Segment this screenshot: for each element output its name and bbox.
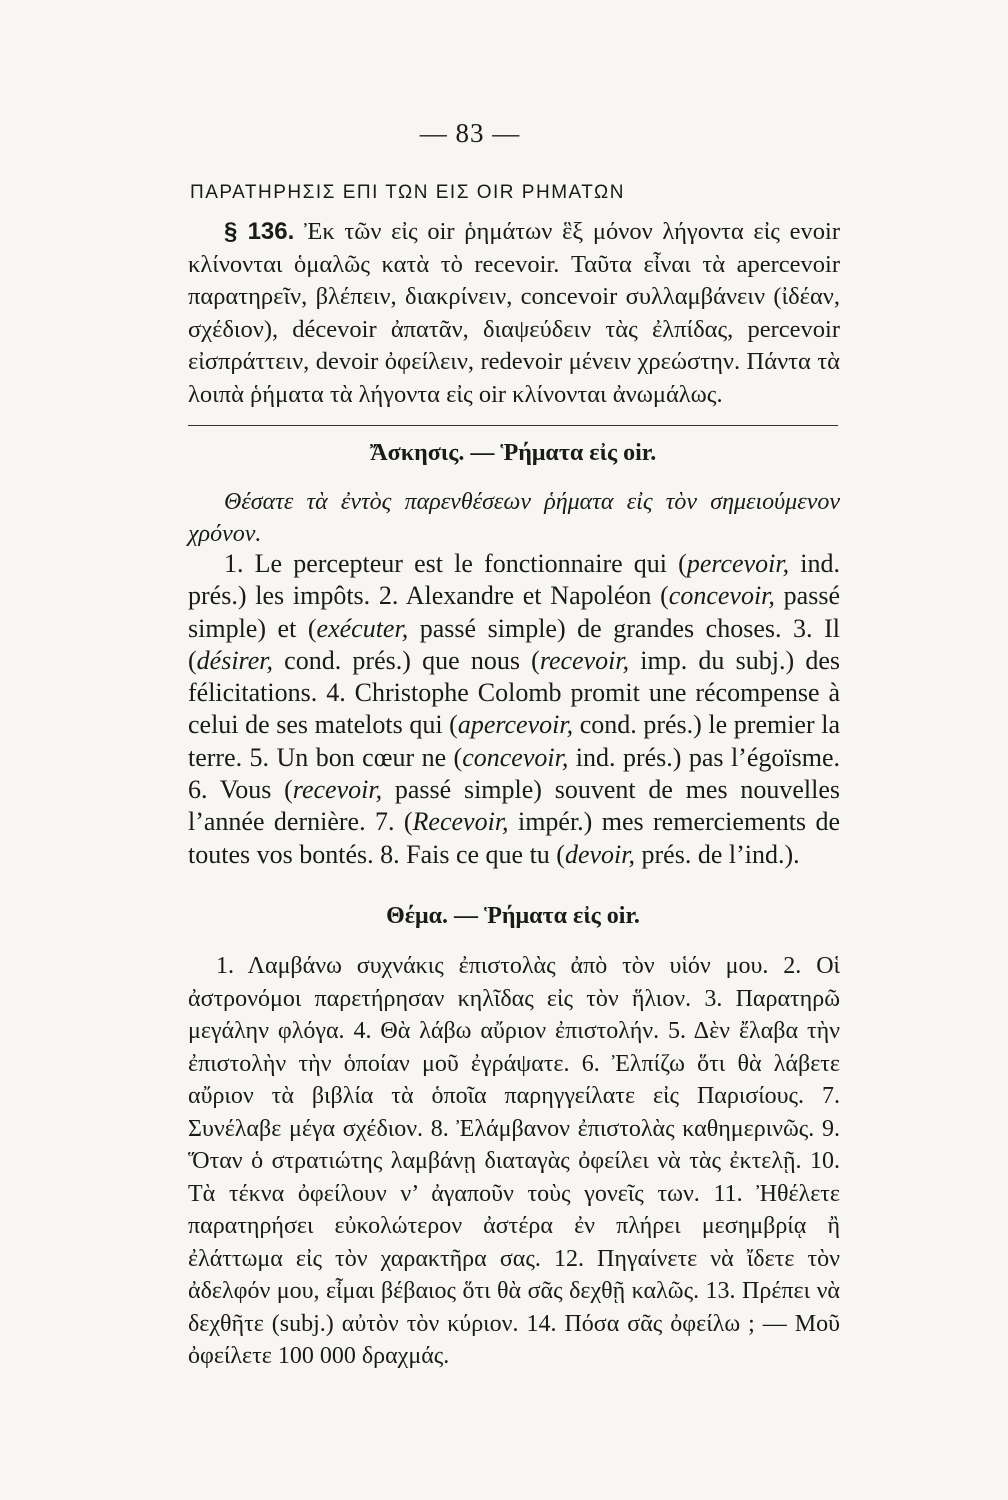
exercise-run: imp. du subj.) des félicitations. 4. Christophe Colomb promit une récompense à celui de ses matelots qui (	[188, 645, 840, 740]
verb-italic: percevoir,	[686, 549, 790, 578]
divider	[188, 425, 838, 426]
verb-italic: désirer,	[196, 645, 273, 675]
exercise-run: 1. Le percepteur est le fonctionnaire qui (	[224, 549, 687, 578]
verb-italic: Recevoir,	[412, 807, 509, 837]
exercise-instruction	[188, 486, 840, 550]
exercise-run: cond. prés.) le premier la terre. 5. Un bon cœur ne (	[188, 710, 840, 772]
exercise-run: impér.) mes remerciements de toutes vos bontés. 8. Fais ce que tu (	[188, 807, 840, 869]
exercise-text	[188, 548, 840, 871]
instruction-text: Θέσατε τὰ ἐντὸς παρενθέσεων ῥήματα εἰς τὸν σημειούμενον χρόνον.	[188, 489, 840, 547]
exercise-title: Ἄσκησις. — Ῥήματα εἰς oir.	[369, 440, 657, 466]
verb-italic: devoir,	[564, 839, 635, 869]
section-paragraph	[188, 216, 840, 411]
section-heading: ΠΑΡΑΤΗΡΗΣΙΣ ΕΠΙ ΤΩΝ ΕΙΣ OIR ΡΗΜΑΤΩΝ	[190, 182, 625, 203]
section-text: Ἐκ τῶν εἰς oir ῥημάτων ἓξ μόνον λήγοντα εἰς evoir κλίνονται ὁμαλῶς κατὰ τὸ recevoir. Ταῦτα εἶναι τὰ apercevoir παρατηρεῖν, βλέπειν, διακρίνειν, concevoir συλλαμβάνειν (ἰδέαν, σχέδιον), décevoir ἀπατᾶν, διαψεύδειν τὰς ἐλπίδας, percevoir εἰσπράττειν, devoir ὀφείλειν, redevoir μένειν χρεώστην. Πάντα τὰ λοιπὰ ῥήματα τὰ λήγοντα εἰς oir κλίνονται ἀνωμάλως.	[188, 218, 841, 408]
exercise-run: ind. prés.) pas l’égoïsme. 6. Vous (	[188, 742, 840, 805]
exercise-run: cond. prés.) que nous (	[272, 645, 540, 675]
exercise-run: passé simple) et (	[188, 581, 840, 643]
verb-italic: concevoir,	[668, 581, 775, 611]
verb-italic: exécuter,	[316, 613, 409, 643]
exercise-run: passé simple) souvent de mes nouvelles l’année dernière. 7. (	[188, 775, 840, 837]
exercise-run: prés. de l’ind.).	[635, 839, 800, 869]
theme-text	[188, 950, 840, 1373]
verb-italic: concevoir,	[462, 742, 569, 772]
theme-title: Θέμα. — Ῥήματα εἰς oir.	[386, 903, 640, 929]
page-number: — 83 —	[419, 118, 521, 148]
theme-body: 1. Λαμβάνω συχνάκις ἐπιστολὰς ἀπὸ τὸν υἱόν μου. 2. Οἱ ἀστρονόμοι παρετήρησαν κηλῖδας εἰς τὸν ἥλιον. 3. Παρατηρῶ μεγάλην φλόγα. 4. Θὰ λάβω αὔριον ἐπιστολήν. 5. Δὲν ἔλαβα τὴν ἐπιστολὴν τὴν ὁποίαν μοῦ ἐγράψατε. 6. Ἐλπίζω ὅτι θὰ λάβετε αὔριον τὰ βιβλία τὰ ὁποῖα παρηγγείλατε εἰς Παρισίους. 7. Συνέλαβε μέγα σχέδιον. 8. Ἐλάμβανον ἐπιστολὰς καθημερινῶς. 9. Ὅταν ὁ στρατιώτης λαμβάνῃ διαταγὰς ὀφείλει νὰ τὰς ἐκτελῇ. 10. Τὰ τέκνα ὀφείλουν ν’ ἀγαποῦν τοὺς γονεῖς των. 11. Ἠθέλετε παρατηρήσει εὐκολώτερον ἀστέρα ἐν πλήρει μεσημβρίᾳ ἢ ἐλάττωμα εἰς τὸν χαρακτῆρα σας. 12. Πηγαίνετε νὰ ἴδετε τὸν ἀδελφόν μου, εἶμαι βέβαιος ὅτι θὰ σᾶς δεχθῇ καλῶς. 13. Πρέπει νὰ δεχθῆτε (subj.) αὐτὸν τὸν κύριον. 14. Πόσα σᾶς ὀφείλω ; — Μοῦ ὀφείλετε 100 000 δραχμάς.	[188, 953, 840, 1369]
verb-italic: apercevoir,	[457, 710, 574, 740]
section-number: § 136.	[224, 218, 295, 245]
exercise-run: ind. prés.) les impôts. 2. Alexandre et Napoléon (	[188, 549, 840, 611]
verb-italic: recevoir,	[539, 645, 630, 675]
exercise-run: passé simple) de grandes choses. 3. Il (	[188, 613, 840, 675]
verb-italic: recevoir,	[292, 775, 383, 805]
